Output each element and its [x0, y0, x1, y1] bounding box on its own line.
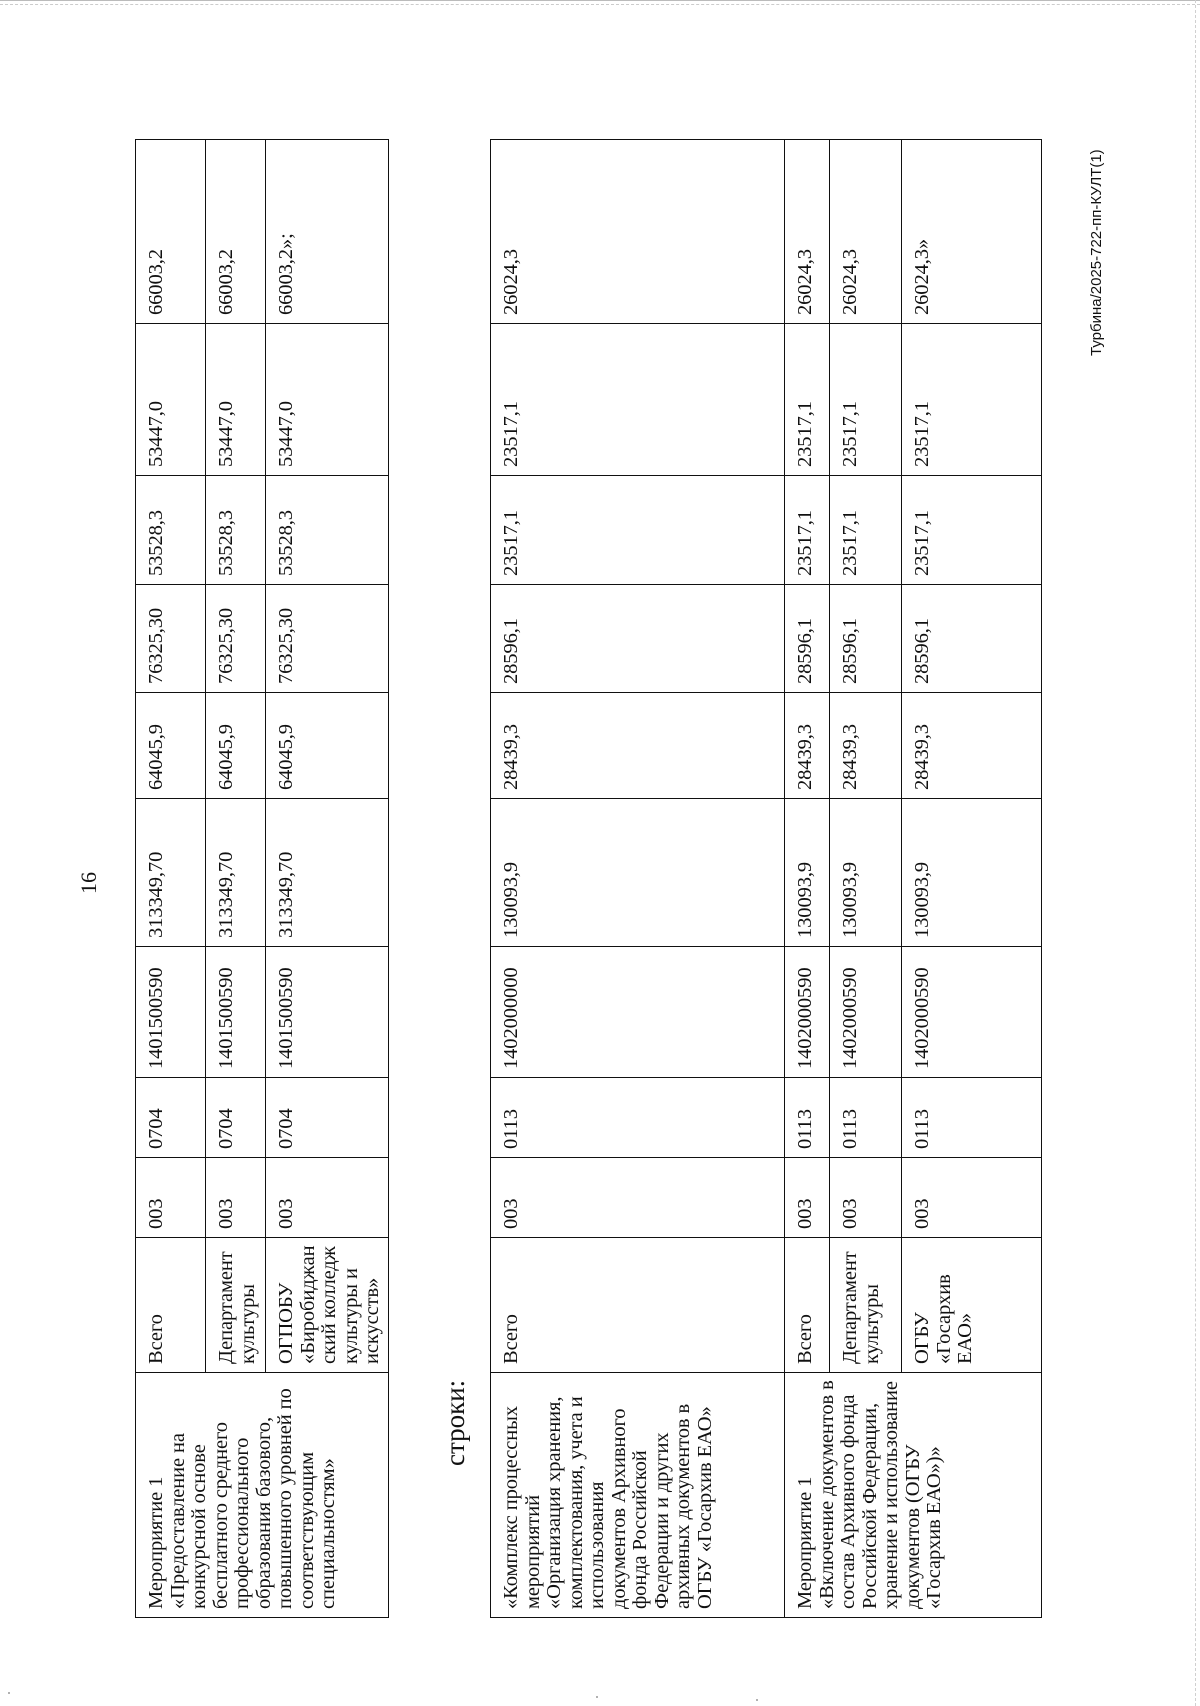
csr-cell: 1401500590	[136, 947, 206, 1078]
value-cell: 23517,1	[830, 476, 902, 585]
program-table-part2	[490, 139, 1042, 1618]
value-cell: 66003,2»;	[266, 140, 389, 324]
value-cell: 130093,9	[902, 799, 1042, 947]
value-cell: 26024,3	[785, 140, 830, 324]
value-cell: 28439,3	[902, 693, 1042, 799]
value-cell: 23517,1	[902, 324, 1042, 476]
executor-cell: Департамент культуры	[206, 1238, 266, 1373]
value-cell: 28596,1	[902, 585, 1042, 693]
executor-cell: Всего	[785, 1238, 830, 1373]
row-name-cell: Мероприятие 1 «Предоставление на конкурсной основе бесплатного среднего профессионального образования базового, повышенного уровней по соответствующим специальностям»	[136, 1373, 389, 1618]
value-cell: 28439,3	[785, 693, 830, 799]
grbs-cell: 003	[136, 1158, 206, 1238]
grbs-cell: 003	[785, 1158, 830, 1238]
csr-cell: 1401500590	[206, 947, 266, 1078]
value-cell: 64045,9	[206, 693, 266, 799]
value-cell: 23517,1	[785, 476, 830, 585]
row-name-cell: Мероприятие 1 «Включение документов в состав Архивного фонда Российской Федерации, хранение и использование документов (ОГБУ «Госархив ЕАО»)»	[785, 1373, 1042, 1618]
value-cell: 76325,30	[136, 585, 206, 693]
executor-cell: Всего	[491, 1238, 785, 1373]
executor-cell: Всего	[136, 1238, 206, 1373]
value-cell: 66003,2	[136, 140, 206, 324]
rzpr-cell: 0113	[491, 1078, 785, 1158]
value-cell: 28596,1	[830, 585, 902, 693]
row-name-cell: «Комплекс процессных мероприятий «Организация хранения, комплектования, учета и использования документов Архивного фонда Российской Федерации и других архивных документов в ОГБУ «Госархив ЕАО»	[491, 1373, 785, 1618]
value-cell: 76325,30	[206, 585, 266, 693]
value-cell: 313349,70	[136, 799, 206, 947]
value-cell: 130093,9	[785, 799, 830, 947]
value-cell: 53447,0	[206, 324, 266, 476]
table-row	[785, 140, 830, 1618]
value-cell: 53528,3	[136, 476, 206, 585]
executor-cell: ОГПОБУ «Биробиджанский колледж культуры и искусств»	[266, 1238, 389, 1373]
value-cell: 53447,0	[136, 324, 206, 476]
value-cell: 23517,1	[491, 324, 785, 476]
grbs-cell: 003	[902, 1158, 1042, 1238]
value-cell: 28439,3	[830, 693, 902, 799]
value-cell: 26024,3	[491, 140, 785, 324]
grbs-cell: 003	[491, 1158, 785, 1238]
csr-cell: 1402000590	[830, 947, 902, 1078]
rzpr-cell: 0113	[902, 1078, 1042, 1158]
rzpr-cell: 0704	[136, 1078, 206, 1158]
value-cell: 76325,30	[266, 585, 389, 693]
value-cell: 26024,3	[830, 140, 902, 324]
value-cell: 23517,1	[785, 324, 830, 476]
value-cell: 28439,3	[491, 693, 785, 799]
value-cell: 53447,0	[266, 324, 389, 476]
csr-cell: 1402000000	[491, 947, 785, 1078]
value-cell: 313349,70	[266, 799, 389, 947]
value-cell: 313349,70	[206, 799, 266, 947]
program-table-part1	[135, 139, 389, 1618]
value-cell: 53528,3	[266, 476, 389, 585]
value-cell: 130093,9	[491, 799, 785, 947]
rzpr-cell: 0704	[266, 1078, 389, 1158]
value-cell: 26024,3»	[902, 140, 1042, 324]
csr-cell: 1402000590	[785, 947, 830, 1078]
lines-label: строки:	[440, 1379, 470, 1466]
value-cell: 23517,1	[902, 476, 1042, 585]
value-cell: 23517,1	[491, 476, 785, 585]
csr-cell: 1402000590	[902, 947, 1042, 1078]
document-footer-code: Турбина/2025-722-пп-КУЛТ(1)	[1088, 149, 1105, 356]
value-cell: 64045,9	[266, 693, 389, 799]
grbs-cell: 003	[206, 1158, 266, 1238]
executor-cell: Департамент культуры	[830, 1238, 902, 1373]
table-row	[491, 140, 785, 1618]
executor-cell: ОГБУ «Госархив ЕАО»	[902, 1238, 1042, 1373]
value-cell: 130093,9	[830, 799, 902, 947]
page-number: 16	[76, 872, 101, 894]
rzpr-cell: 0113	[830, 1078, 902, 1158]
table-row	[136, 140, 206, 1618]
value-cell: 66003,2	[206, 140, 266, 324]
rzpr-cell: 0113	[785, 1078, 830, 1158]
grbs-cell: 003	[266, 1158, 389, 1238]
csr-cell: 1401500590	[266, 947, 389, 1078]
rzpr-cell: 0704	[206, 1078, 266, 1158]
value-cell: 23517,1	[830, 324, 902, 476]
value-cell: 28596,1	[491, 585, 785, 693]
value-cell: 53528,3	[206, 476, 266, 585]
value-cell: 28596,1	[785, 585, 830, 693]
value-cell: 64045,9	[136, 693, 206, 799]
grbs-cell: 003	[830, 1158, 902, 1238]
